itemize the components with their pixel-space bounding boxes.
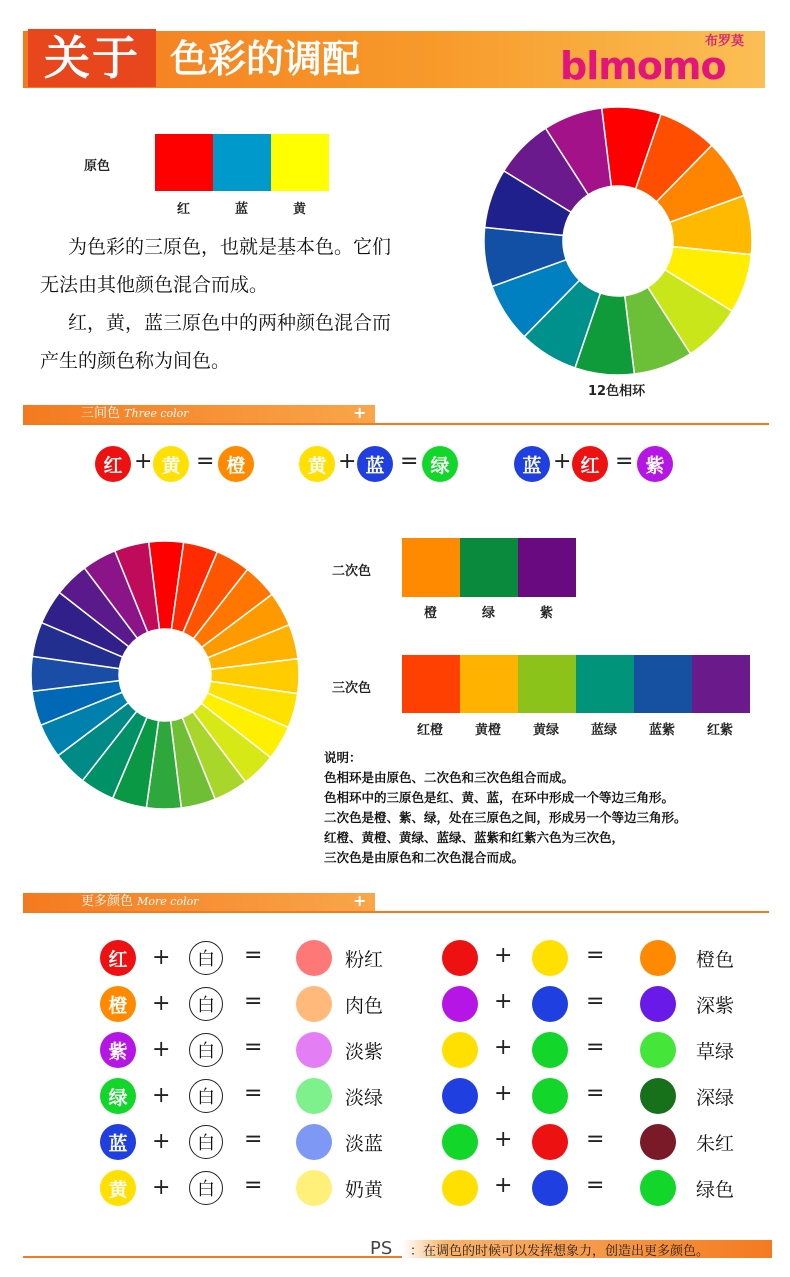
plus-sign: + <box>494 1127 513 1152</box>
color-circle <box>442 1078 478 1114</box>
swatch-label: 红 <box>177 202 191 217</box>
logo-text: blmomo <box>560 44 726 88</box>
plus-sign: + <box>494 989 513 1014</box>
note-line: 色相环中的三原色是红、黄、蓝，在环中形成一个等边三角形。 <box>324 790 675 805</box>
equals-sign: = <box>244 943 263 968</box>
color-swatch <box>634 655 692 713</box>
swatch-label: 蓝紫 <box>649 723 676 738</box>
result-circle <box>640 940 676 976</box>
color-swatch <box>460 655 518 713</box>
equals-sign: = <box>586 1173 605 1198</box>
result-circle <box>640 1032 676 1068</box>
result-label: 粉红 <box>345 949 384 971</box>
equals-sign: = <box>586 1127 605 1152</box>
color-circle <box>442 940 478 976</box>
result-label: 草绿 <box>696 1041 735 1063</box>
color-swatch <box>402 538 460 597</box>
logo-cn: 布罗莫 <box>705 34 745 49</box>
paragraph-3: 红，黄，蓝三原色中的两种颜色混合而 <box>68 312 392 334</box>
result-circle <box>296 986 332 1022</box>
section-label: 三间色 <box>81 406 121 421</box>
color-swatch <box>271 134 329 191</box>
white-circle: 白 <box>189 1171 223 1205</box>
color-swatch <box>213 134 271 191</box>
result-circle <box>296 1124 332 1160</box>
paragraph-4: 产生的颜色称为间色。 <box>40 350 231 372</box>
result-label: 深紫 <box>696 995 735 1017</box>
swatch-label: 黄橙 <box>475 723 502 738</box>
color-circle: 紫 <box>637 446 673 482</box>
white-circle: 白 <box>189 987 223 1021</box>
result-label: 绿色 <box>696 1179 735 1201</box>
equals-sign: = <box>244 1173 263 1198</box>
plus-icon: + <box>353 891 367 910</box>
color-circle: 蓝 <box>100 1124 136 1160</box>
plus-sign: + <box>152 945 171 970</box>
result-circle <box>296 940 332 976</box>
note-line: 色相环是由原色、二次色和三次色组合而成。 <box>324 770 575 785</box>
plus-sign: + <box>553 449 572 474</box>
color-circle <box>532 986 568 1022</box>
swatch-label: 绿 <box>482 606 496 621</box>
color-circle <box>532 1078 568 1114</box>
paragraph-1: 为色彩的三原色，也就是基本色。它们 <box>68 236 392 258</box>
brand-logo <box>560 30 760 90</box>
result-label: 淡绿 <box>345 1087 384 1109</box>
color-circle: 绿 <box>422 446 458 482</box>
result-circle <box>296 1032 332 1068</box>
equals-sign: = <box>586 943 605 968</box>
section-label-en: Three color <box>124 407 189 420</box>
swatch-label: 红紫 <box>707 723 734 738</box>
tertiary-label: 三次色 <box>332 681 372 696</box>
section-label: 更多颜色 <box>81 894 134 909</box>
plus-icon: + <box>353 403 367 422</box>
color-circle: 黄 <box>100 1170 136 1206</box>
plus-sign: + <box>152 1175 171 1200</box>
color-wheel-24 <box>28 538 302 812</box>
ps-text: ：在调色的时候可以发挥想象力，创造出更多颜色。 <box>410 1244 710 1259</box>
plus-sign: + <box>494 943 513 968</box>
plus-sign: + <box>338 449 357 474</box>
color-circle <box>532 1124 568 1160</box>
equals-sign: = <box>244 1127 263 1152</box>
color-swatch <box>402 655 460 713</box>
white-circle: 白 <box>189 941 223 975</box>
section-label-en: More color <box>137 895 199 908</box>
plus-sign: + <box>494 1035 513 1060</box>
section-three-color <box>23 405 769 425</box>
swatch-label: 蓝绿 <box>591 723 618 738</box>
result-circle <box>640 1078 676 1114</box>
color-swatch <box>460 538 518 597</box>
color-circle: 紫 <box>100 1032 136 1068</box>
color-circle: 蓝 <box>514 446 550 482</box>
page-subtitle: 色彩的调配 <box>170 37 361 81</box>
color-circle: 绿 <box>100 1078 136 1114</box>
color-circle: 橙 <box>100 986 136 1022</box>
equals-sign: = <box>586 1081 605 1106</box>
result-circle <box>640 1124 676 1160</box>
plus-sign: + <box>494 1173 513 1198</box>
wheel-caption: 12色相环 <box>588 384 646 399</box>
section-more-color <box>23 893 769 913</box>
note-line: 说明： <box>324 750 362 765</box>
result-label: 橙色 <box>696 949 735 971</box>
secondary-label: 二次色 <box>332 564 372 579</box>
equals-sign: = <box>244 1081 263 1106</box>
result-label: 淡紫 <box>345 1041 384 1063</box>
color-circle: 红 <box>100 940 136 976</box>
color-circle <box>442 1170 478 1206</box>
result-label: 奶黄 <box>345 1179 384 1201</box>
color-swatch <box>518 655 576 713</box>
equals-sign: = <box>196 449 215 474</box>
plus-sign: + <box>152 1037 171 1062</box>
result-label: 肉色 <box>345 995 384 1017</box>
swatch-label: 黄 <box>293 202 307 217</box>
color-circle <box>532 940 568 976</box>
ps-label: PS <box>370 1238 393 1259</box>
white-circle: 白 <box>189 1125 223 1159</box>
color-swatch <box>576 655 634 713</box>
equals-sign: = <box>586 1035 605 1060</box>
plus-sign: + <box>152 991 171 1016</box>
white-circle: 白 <box>189 1079 223 1113</box>
result-circle <box>640 986 676 1022</box>
color-swatch <box>692 655 750 713</box>
equals-sign: = <box>400 449 419 474</box>
note-line: 三次色是由原色和二次色混合而成。 <box>324 850 525 865</box>
color-circle <box>442 986 478 1022</box>
swatch-label: 红橙 <box>417 723 444 738</box>
equals-sign: = <box>615 449 634 474</box>
color-circle: 橙 <box>218 446 254 482</box>
color-circle: 红 <box>95 446 131 482</box>
paragraph-2: 无法由其他颜色混合而成。 <box>40 274 269 296</box>
plus-sign: + <box>152 1129 171 1154</box>
equals-sign: = <box>244 989 263 1014</box>
color-swatch <box>155 134 213 191</box>
equals-sign: = <box>244 1035 263 1060</box>
white-circle: 白 <box>189 1033 223 1067</box>
result-circle <box>296 1078 332 1114</box>
result-circle <box>296 1170 332 1206</box>
swatch-label: 紫 <box>540 606 554 621</box>
plus-sign: + <box>134 449 153 474</box>
page-title: 关于 <box>28 29 156 87</box>
notes <box>324 748 687 868</box>
result-circle <box>640 1170 676 1206</box>
equals-sign: = <box>586 989 605 1014</box>
color-circle <box>442 1124 478 1160</box>
note-line: 红橙、黄橙、黄绿、蓝绿、蓝紫和红紫六色为三次色， <box>324 830 625 845</box>
result-label: 朱红 <box>696 1133 735 1155</box>
result-label: 深绿 <box>696 1087 735 1109</box>
color-swatch <box>518 538 576 597</box>
result-label: 淡蓝 <box>345 1133 384 1155</box>
primary-label: 原色 <box>84 159 111 174</box>
color-circle: 黄 <box>153 446 189 482</box>
color-circle: 黄 <box>299 446 335 482</box>
color-wheel-12 <box>480 103 756 379</box>
color-circle <box>532 1032 568 1068</box>
color-circle <box>532 1170 568 1206</box>
plus-sign: + <box>152 1083 171 1108</box>
color-circle: 蓝 <box>357 446 393 482</box>
color-circle <box>442 1032 478 1068</box>
color-circle: 红 <box>572 446 608 482</box>
plus-sign: + <box>494 1081 513 1106</box>
swatch-label: 蓝 <box>235 202 249 217</box>
note-line: 二次色是橙、紫、绿，处在三原色之间，形成另一个等边三角形。 <box>324 810 687 825</box>
swatch-label: 橙 <box>424 606 438 621</box>
swatch-label: 黄绿 <box>533 723 560 738</box>
